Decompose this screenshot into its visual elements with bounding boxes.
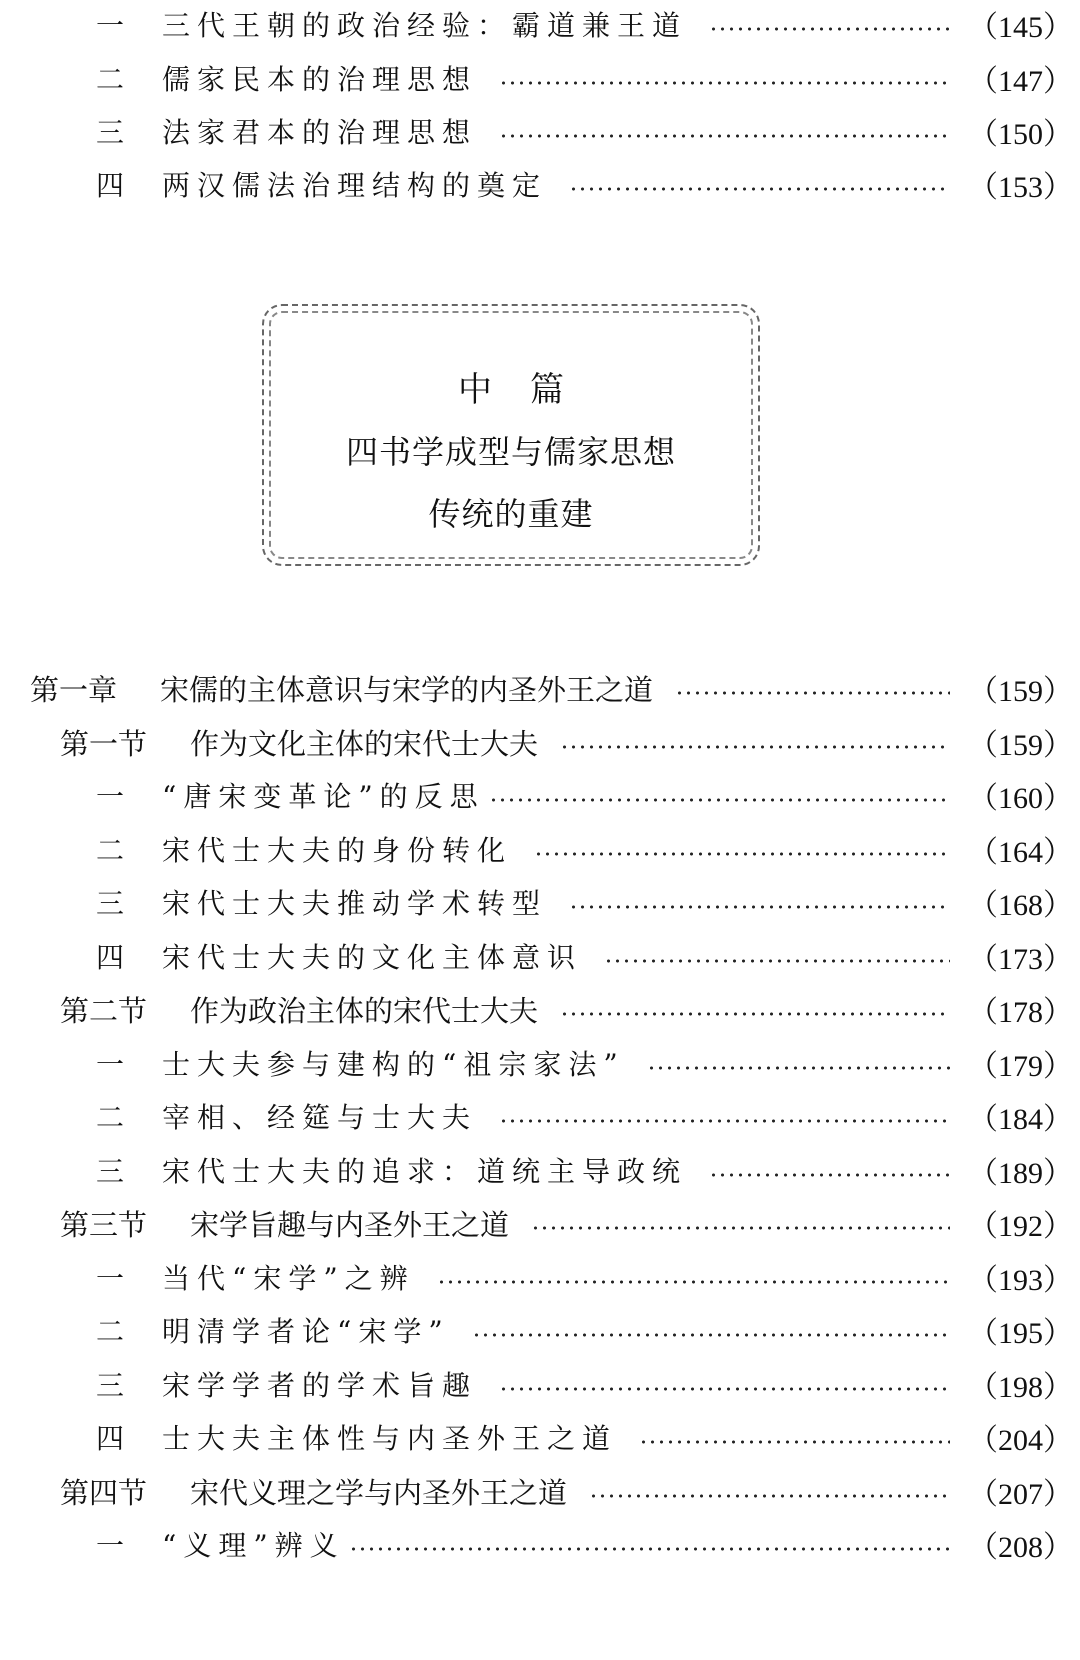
item-title: 明清学者论“宋学” <box>162 1315 450 1348</box>
item-title: 宰相、经筵与士大夫 <box>162 1101 478 1134</box>
dot-leader <box>534 852 950 856</box>
toc-item[interactable] <box>96 1041 1073 1085</box>
toc-item[interactable] <box>96 1522 1073 1566</box>
toc-item[interactable] <box>96 109 1073 153</box>
toc-item[interactable] <box>96 1255 1073 1299</box>
item-title: 当代“宋学”之辨 <box>162 1262 415 1295</box>
page-number: （195） <box>968 1317 1073 1350</box>
page-number: （145） <box>968 11 1073 44</box>
item-number: 三 <box>96 887 132 920</box>
page-number: （159） <box>968 729 1073 762</box>
dot-leader <box>569 187 950 191</box>
chapter-number: 第一章 <box>30 672 118 707</box>
section-title: 作为政治主体的宋代士大夫 <box>190 993 539 1028</box>
toc-item[interactable] <box>96 827 1073 871</box>
page-number: （178） <box>968 996 1073 1029</box>
item-title: 法家君本的治理思想 <box>162 116 478 149</box>
toc-chapter[interactable] <box>30 666 1073 710</box>
dot-leader <box>499 134 950 138</box>
page-number: （164） <box>968 836 1073 869</box>
dot-leader <box>349 1547 950 1551</box>
item-number: 一 <box>96 1262 132 1295</box>
item-number: 四 <box>96 1422 132 1455</box>
item-title: “义理”辨义 <box>162 1529 345 1562</box>
item-title: 宋代士大夫的文化主体意识 <box>162 941 583 974</box>
part-banner <box>262 304 760 566</box>
item-number: 一 <box>96 1048 132 1081</box>
item-number: 二 <box>96 63 132 96</box>
dot-leader <box>499 1387 950 1391</box>
item-title: 士大夫主体性与内圣外王之道 <box>162 1422 618 1455</box>
dot-leader <box>560 1012 950 1016</box>
section-title: 宋学旨趣与内圣外王之道 <box>190 1207 510 1242</box>
page-number: （160） <box>968 782 1073 815</box>
dot-leader <box>639 1440 950 1444</box>
dot-leader <box>589 1494 950 1498</box>
page-number: （153） <box>968 171 1073 204</box>
dot-leader <box>647 1066 950 1070</box>
item-number: 三 <box>96 116 132 149</box>
dot-leader <box>472 1333 950 1337</box>
toc-item[interactable] <box>96 773 1073 817</box>
toc-section[interactable] <box>60 1469 1073 1513</box>
page-number: （198） <box>968 1371 1073 1404</box>
dot-leader <box>569 905 950 909</box>
item-number: 二 <box>96 834 132 867</box>
page-number: （168） <box>968 889 1073 922</box>
item-title: 宋代士大夫推动学术转型 <box>162 887 548 920</box>
toc-section[interactable] <box>60 987 1073 1031</box>
item-number: 一 <box>96 780 132 813</box>
dot-leader <box>709 1173 950 1177</box>
toc-item[interactable] <box>96 56 1073 100</box>
item-number: 二 <box>96 1315 132 1348</box>
item-number: 一 <box>96 1529 132 1562</box>
dot-leader <box>489 798 950 802</box>
page-number: （192） <box>968 1210 1073 1243</box>
page-number: （159） <box>968 675 1073 708</box>
toc-item[interactable] <box>96 2 1073 46</box>
toc-item[interactable] <box>96 1094 1073 1138</box>
item-title: 宋学学者的学术旨趣 <box>162 1369 478 1402</box>
page-number: （189） <box>968 1157 1073 1190</box>
toc-item[interactable] <box>96 162 1073 206</box>
dot-leader <box>604 959 950 963</box>
item-title: 士大夫参与建构的“祖宗家法” <box>162 1048 625 1081</box>
item-number: 二 <box>96 1101 132 1134</box>
toc-item[interactable] <box>96 1415 1073 1459</box>
section-title: 作为文化主体的宋代士大夫 <box>190 726 539 761</box>
page-number: （179） <box>968 1050 1073 1083</box>
page-number: （173） <box>968 943 1073 976</box>
part-label: 中篇 <box>458 370 602 410</box>
chapter-title: 宋儒的主体意识与宋学的内圣外王之道 <box>160 672 654 707</box>
page-number: （184） <box>968 1103 1073 1136</box>
page-number: （150） <box>968 118 1073 151</box>
item-title: 宋代士大夫的追求：道统主导政统 <box>162 1155 688 1188</box>
dot-leader <box>499 1119 950 1123</box>
page-number: （208） <box>968 1531 1073 1564</box>
toc-section[interactable] <box>60 1201 1073 1245</box>
section-number: 第三节 <box>60 1207 148 1242</box>
item-title: “唐宋变革论”的反思 <box>162 780 485 813</box>
part-title-line1: 四书学成型与儒家思想 <box>345 433 676 471</box>
toc-item[interactable] <box>96 1362 1073 1406</box>
item-title: 儒家民本的治理思想 <box>162 63 478 96</box>
toc-item[interactable] <box>96 880 1073 924</box>
dot-leader <box>531 1226 950 1230</box>
page-number: （207） <box>968 1478 1073 1511</box>
item-title: 三代王朝的政治经验：霸道兼王道 <box>162 9 688 42</box>
page-number: （147） <box>968 65 1073 98</box>
toc-item[interactable] <box>96 1148 1073 1192</box>
toc-item[interactable] <box>96 1308 1073 1352</box>
dot-leader <box>437 1280 950 1284</box>
dot-leader <box>560 745 950 749</box>
item-number: 四 <box>96 941 132 974</box>
dot-leader <box>675 691 950 695</box>
item-number: 一 <box>96 9 132 42</box>
page-number: （193） <box>968 1264 1073 1297</box>
part-title-line2: 传统的重建 <box>428 495 594 533</box>
item-title: 宋代士大夫的身份转化 <box>162 834 513 867</box>
item-number: 四 <box>96 169 132 202</box>
item-title: 两汉儒法治理结构的奠定 <box>162 169 548 202</box>
section-number: 第四节 <box>60 1475 148 1510</box>
dot-leader <box>499 81 950 85</box>
section-number: 第二节 <box>60 993 148 1028</box>
dot-leader <box>709 27 950 31</box>
toc-item[interactable] <box>96 934 1073 978</box>
section-number: 第一节 <box>60 726 148 761</box>
item-number: 三 <box>96 1369 132 1402</box>
item-number: 三 <box>96 1155 132 1188</box>
page-number: （204） <box>968 1424 1073 1457</box>
toc-section[interactable] <box>60 720 1073 764</box>
section-title: 宋代义理之学与内圣外王之道 <box>190 1475 568 1510</box>
